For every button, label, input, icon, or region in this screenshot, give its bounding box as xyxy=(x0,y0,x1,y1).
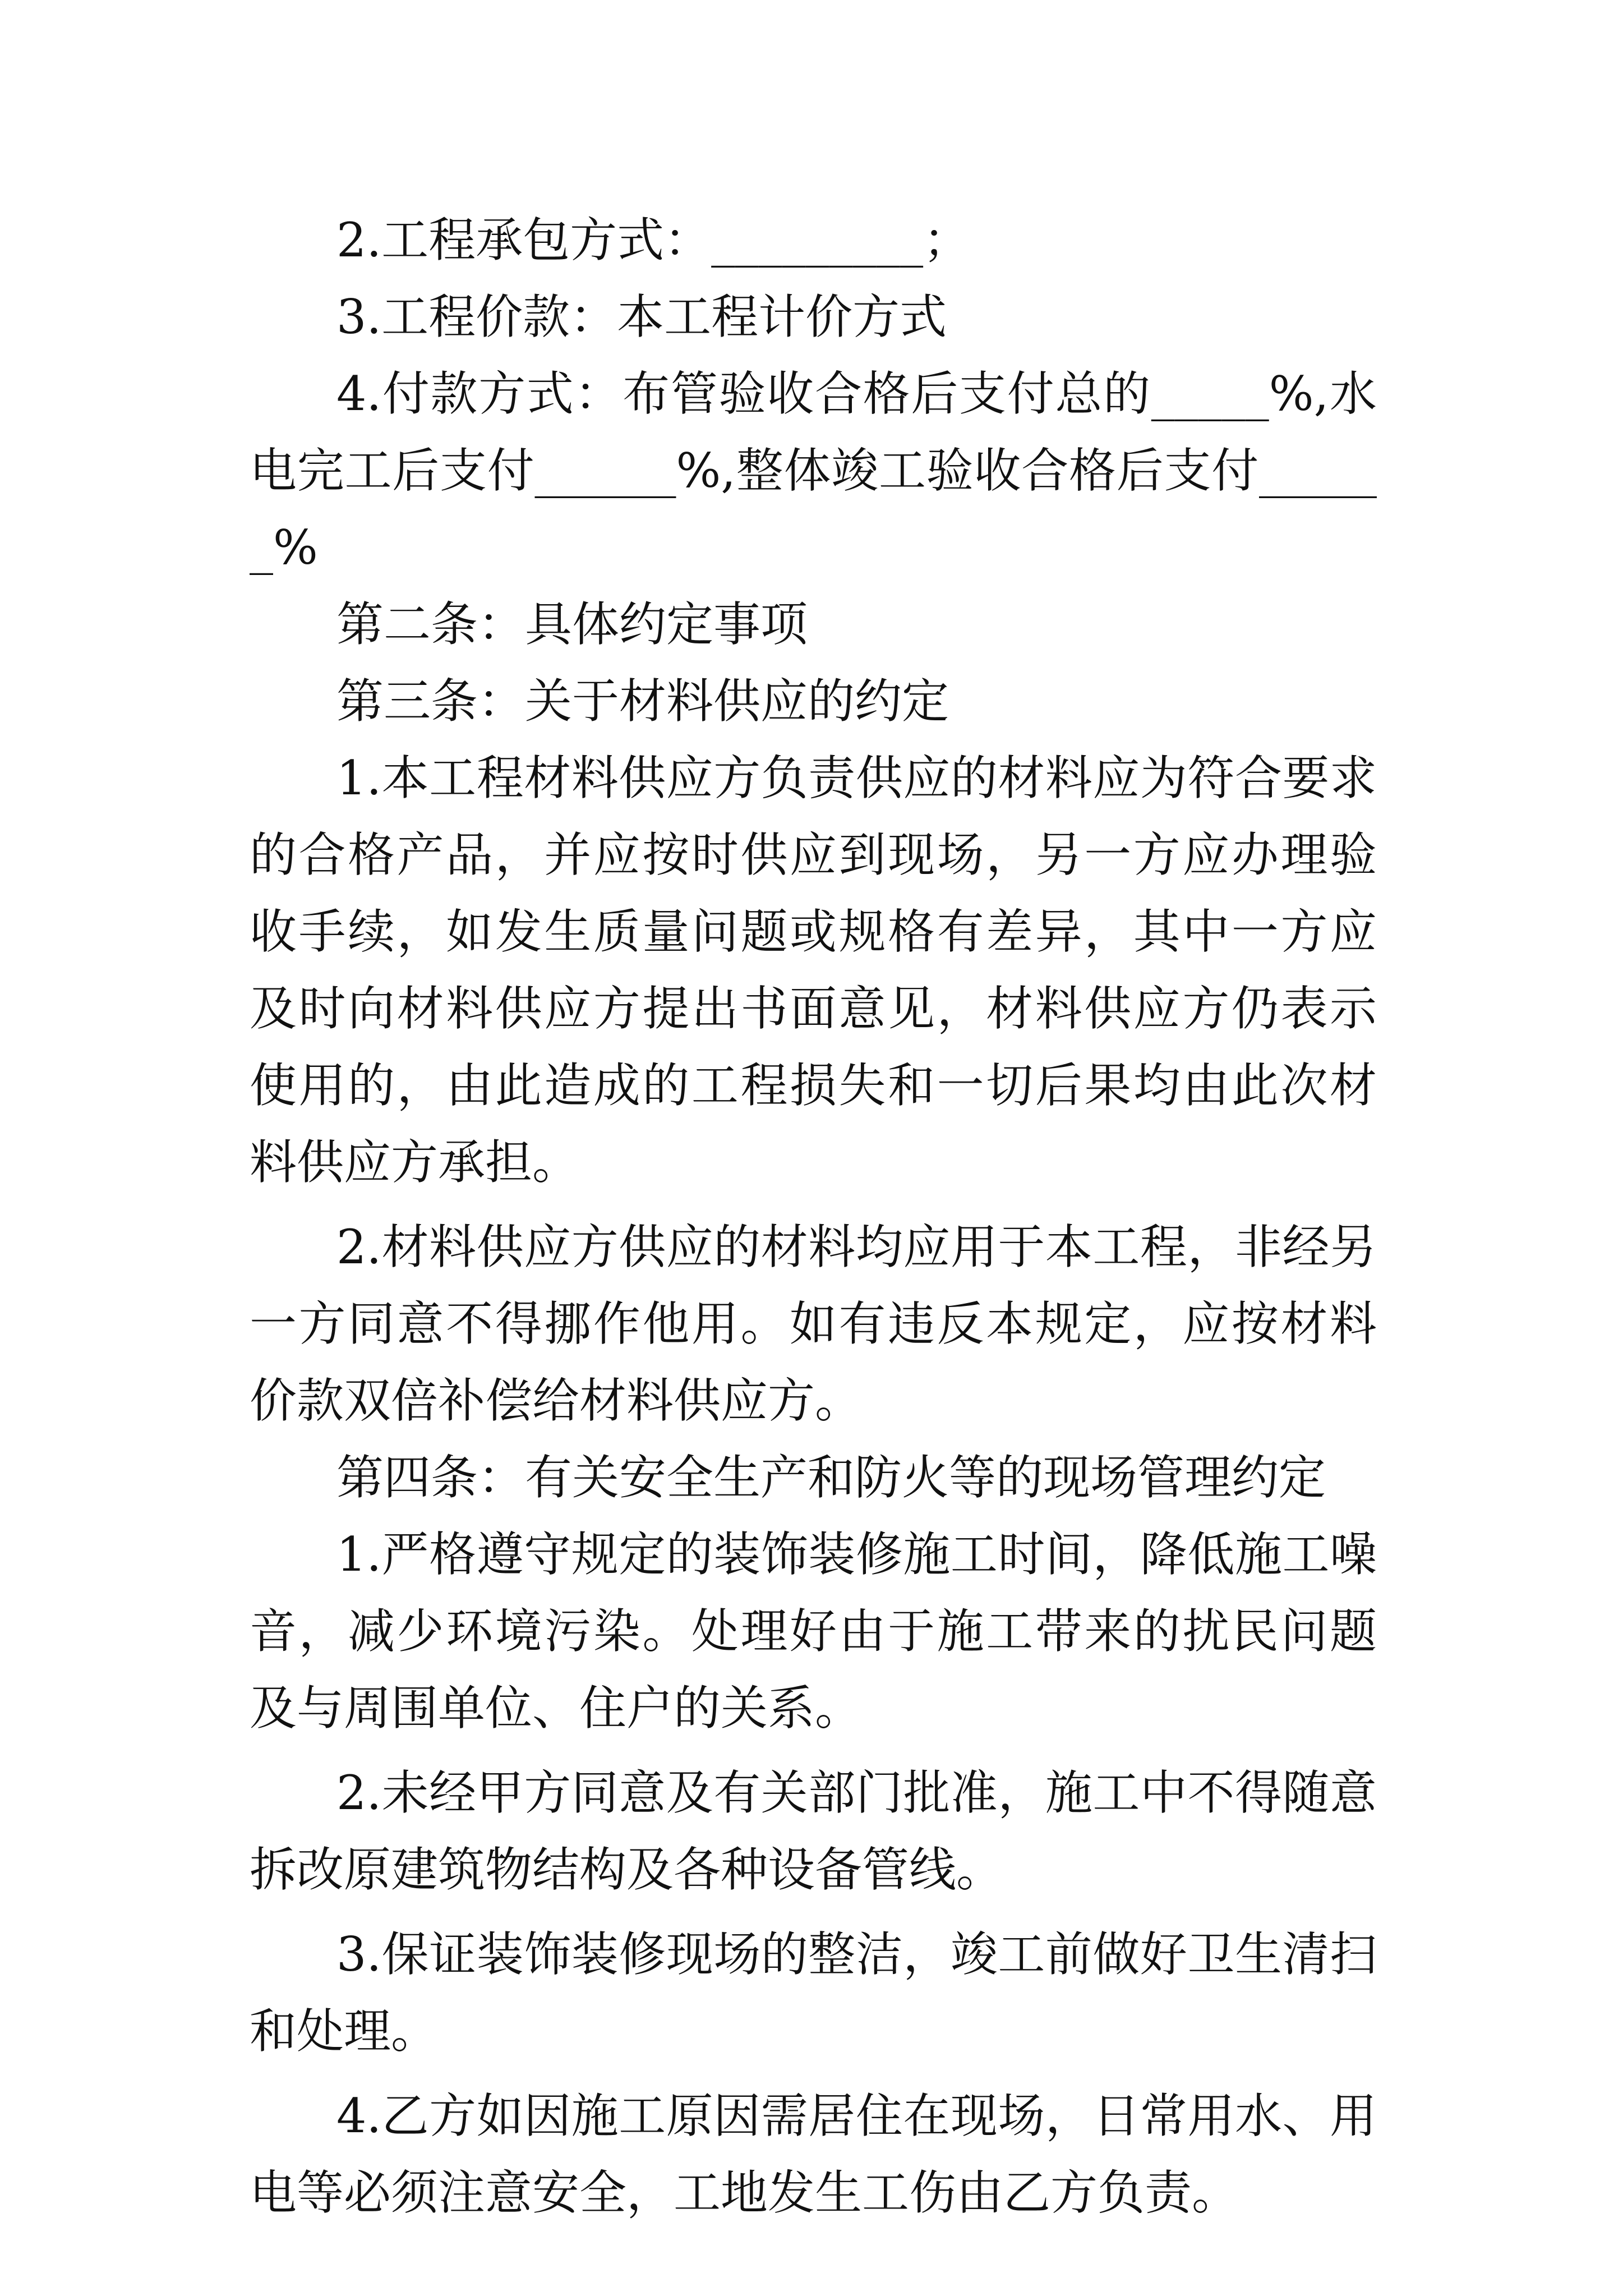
paragraph-construction-time: 1.严格遵守规定的装饰装修施工时间，降低施工噪音，减少环境污染。处理好由于施工带来的扰民问题及与周围单位、住户的关系。 xyxy=(250,1527,1377,1736)
paragraph-contract-method: 2.工程承包方式：_________； xyxy=(336,213,971,268)
paragraph-material-usage: 2.材料供应方供应的材料均应用于本工程，非经另一方同意不得挪作他用。如有违反本规定，应按材料价款双倍补偿给材料供应方。 xyxy=(250,1220,1377,1428)
paragraph-payment-method: 4.付款方式：布管验收合格后支付总的_____%,水电完工后支付______%,整体竣工验收合格后支付______% xyxy=(250,366,1377,575)
document-body xyxy=(250,202,1377,2231)
paragraph-site-cleanliness: 3.保证装饰装修现场的整洁，竣工前做好卫生清扫和处理。 xyxy=(250,1927,1377,2059)
paragraph-project-price: 3.工程价款：本工程计价方式 xyxy=(336,289,947,344)
paragraph-structure-change: 2.未经甲方同意及有关部门批准，施工中不得随意拆改原建筑物结构及各种设备管线。 xyxy=(250,1765,1377,1897)
heading-article-four: 第四条：有关安全生产和防火等的现场管理约定 xyxy=(336,1450,1326,1505)
heading-article-two: 第二条：具体约定事项 xyxy=(336,597,808,652)
paragraph-site-safety: 4.乙方如因施工原因需居住在现场，日常用水、用电等必须注意安全，工地发生工伤由乙方负责。 xyxy=(250,2088,1377,2220)
heading-article-three: 第三条：关于材料供应的约定 xyxy=(336,674,949,729)
paragraph-material-quality: 1.本工程材料供应方负责供应的材料应为符合要求的合格产品，并应按时供应到现场，另一方应办理验收手续，如发生质量问题或规格有差异，其中一方应及时向材料供应方提出书面意见，材料供应方仍表示使用的，由此造成的工程损失和一切后果均由此次材料供应方承担。 xyxy=(250,751,1377,1190)
